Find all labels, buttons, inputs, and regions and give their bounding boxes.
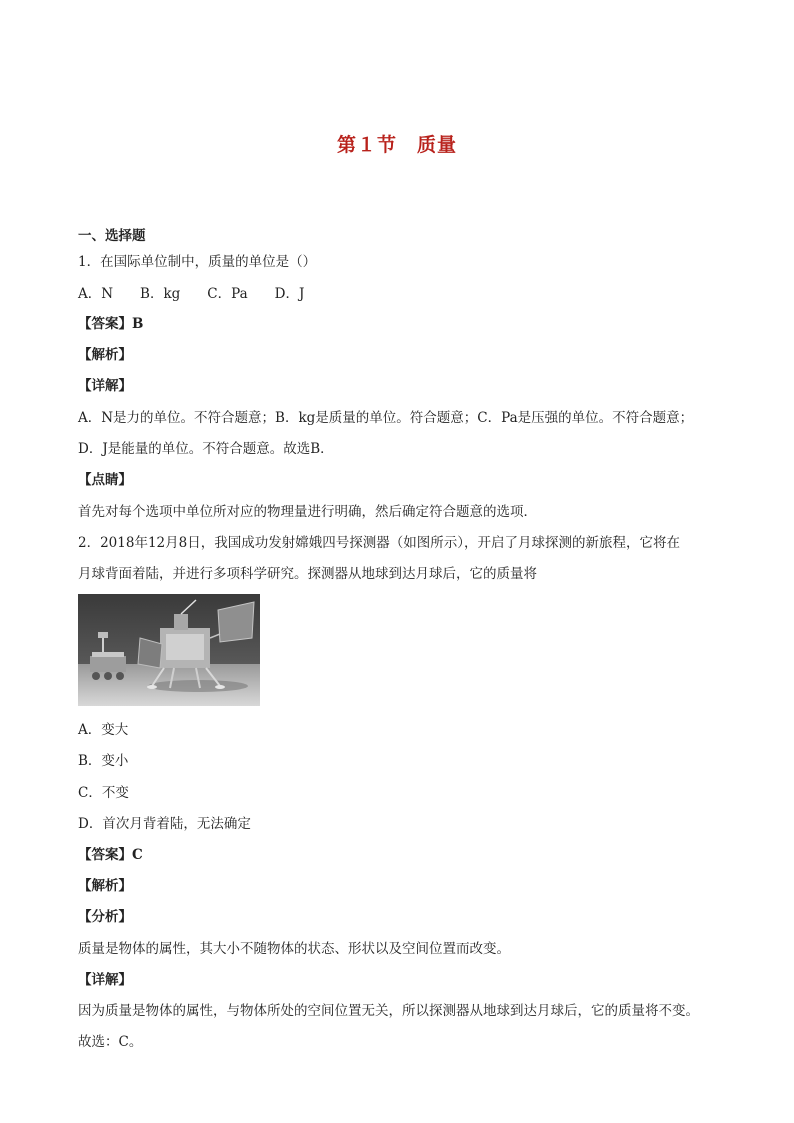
q1-stem: 1．在国际单位制中，质量的单位是（） <box>78 254 317 270</box>
q2-answer: 【答案】C <box>78 847 143 863</box>
q2-stem-line-2: 月球背面着陆，并进行多项科学研究。探测器从地球到达月球后，它的质量将 <box>78 566 537 582</box>
q1-detail-label: 【详解】 <box>78 378 132 394</box>
q1-options: A．N B．kg C．Pa D．J <box>78 286 305 302</box>
q2-fenxi-label: 【分析】 <box>78 909 132 925</box>
q2-detail: 因为质量是物体的属性，与物体所处的空间位置无关，所以探测器从地球到达月球后，它的质量将不变。 <box>78 1003 699 1019</box>
q1-comment-label: 【点睛】 <box>78 472 132 488</box>
q1-comment: 首先对每个选项中单位所对应的物理量进行明确，然后确定符合题意的选项． <box>78 504 537 520</box>
q2-stem-line-1: 2．2018年12月8日，我国成功发射嫦娥四号探测器（如图所示），开启了月球探测的新旅程，它将在 <box>78 535 680 551</box>
q2-option-c: C．不变 <box>78 785 129 801</box>
lunar-lander-image <box>78 594 260 706</box>
q1-answer: 【答案】B <box>78 316 144 332</box>
q2-option-d: D．首次月背着陆，无法确定 <box>78 816 251 832</box>
q1-detail-line-2: D．J是能量的单位。不符合题意。故选B． <box>78 441 334 457</box>
q2-option-b: B．变小 <box>78 753 129 769</box>
page-title: 第１节 质量 <box>336 134 457 156</box>
q1-analysis-label: 【解析】 <box>78 347 132 363</box>
q2-detail-label: 【详解】 <box>78 972 132 988</box>
q2-fenxi: 质量是物体的属性，其大小不随物体的状态、形状以及空间位置而改变。 <box>78 941 510 957</box>
section-heading: 一、选择题 <box>78 228 146 244</box>
q2-analysis-label: 【解析】 <box>78 878 132 894</box>
q1-detail-line-1: A．N是力的单位。不符合题意；B．kg是质量的单位。符合题意；C．Pa是压强的单位。不符合题意； <box>78 410 694 426</box>
q2-conclusion: 故选：C。 <box>78 1034 143 1050</box>
q2-option-a: A．变大 <box>78 722 129 738</box>
